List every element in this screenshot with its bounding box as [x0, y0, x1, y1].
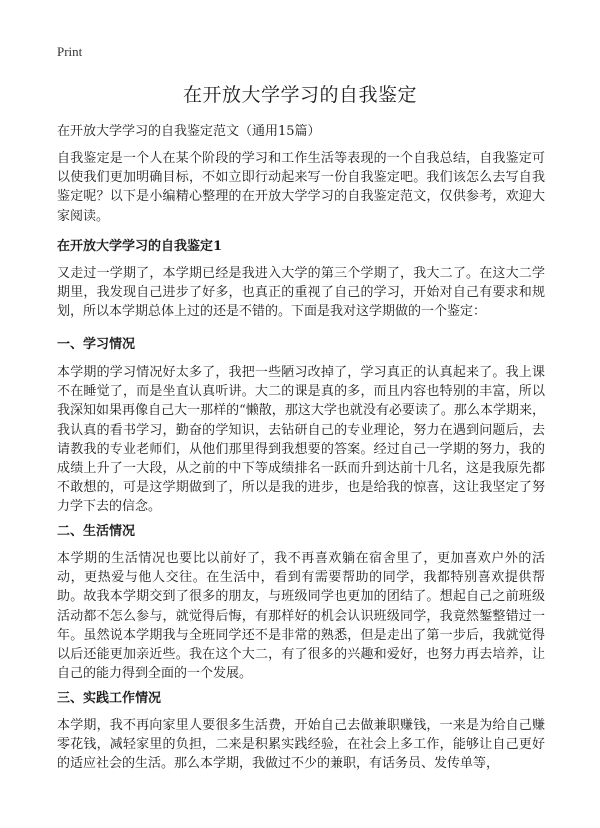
- heading-study: 一、学习情况: [57, 337, 136, 352]
- section-title: 在开放大学学习的自我鉴定1: [57, 239, 223, 254]
- heading-life: 二、生活情况: [57, 524, 136, 539]
- paragraph-practice: 本学期，我不再向家里人要很多生活费，开始自己去做兼职赚钱，一来是为给自己赚零花钱，减轻家里的负担，二来是积累实践经验，在社会上多工作，能够让自己更好的适应社会的生活。那么本学期，我做过不少的兼职，有话务员、发传单等，: [57, 718, 545, 772]
- paragraph-life: 本学期的生活情况也要比以前好了，我不再喜欢躺在宿舍里了，更加喜欢户外的活动，更热爱与他人交往。在生活中，看到有需要帮助的同学，我都特别喜欢提供帮助。故我本学期交到了很多的朋友，与班级同学也更加的团结了。想起自己之前班级活动都不怎么参与，就觉得后悔，有那样好的机会认识班级同学，我竟然錾整错过一年。虽然说本学期我与全班同学还不是非常的熟悉，但是走出了第一步后，我就觉得以后还能更加亲近些。我在这个大二，有了很多的兴趣和爱好，也努力再去培养，让自己的能力得到全面的一个发展。: [57, 551, 545, 682]
- intro-paragraph: 自我鉴定是一个人在某个阶段的学习和工作生活等表现的一个自我总结，自我鉴定可以使我们更加明确目标，不如立即行动起来写一份自我鉴定吧。我们该怎么去写自我鉴定呢？以下是小编精心整理的在开放大学学习的自我鉴定范文，仅供参考，欢迎大家阅读。: [57, 151, 545, 224]
- heading-practice: 三、实践工作情况: [57, 691, 162, 706]
- section-intro-paragraph: 又走过一学期了，本学期已经是我进入大学的第三个学期了，我大二了。在这大二学期里，我发现自己进步了好多，也真正的重视了自己的学习，开始对自己有要求和规划，所以本学期总体上过的还是不错的。下面是我对这学期做的一个鉴定：: [57, 266, 545, 320]
- print-label: Print: [57, 44, 83, 59]
- document-subtitle: 在开放大学学习的自我鉴定范文（通用15篇）: [57, 124, 321, 139]
- paragraph-study: 本学期的学习情况好太多了，我把一些陋习改掉了，学习真正的认真起来了。我上课不在睡觉了，而是坐直认真听讲。大二的课是真的多，而且内容也特别的丰富，所以我深知如果再像自己大一那样的“懒散，那这大学也就没有必要读了。那么本学期来，我认真的看书学习，勤奋的学知识，去钻研自己的专业理论，努力在遇到问题后，去请教我的专业老师们，从他们那里得到我想要的答案。经过自己一学期的努力，我的成绩上升了一大段，从之前的中下等成绩排名一跃而升到达前十几名，这是我原先都不敢想的，可是这学期做到了，所以是我的进步，也是给我的惊喜，这让我坚定了努力学下去的信念。: [57, 365, 545, 515]
- document-title: 在开放大学学习的自我鉴定: [182, 84, 417, 106]
